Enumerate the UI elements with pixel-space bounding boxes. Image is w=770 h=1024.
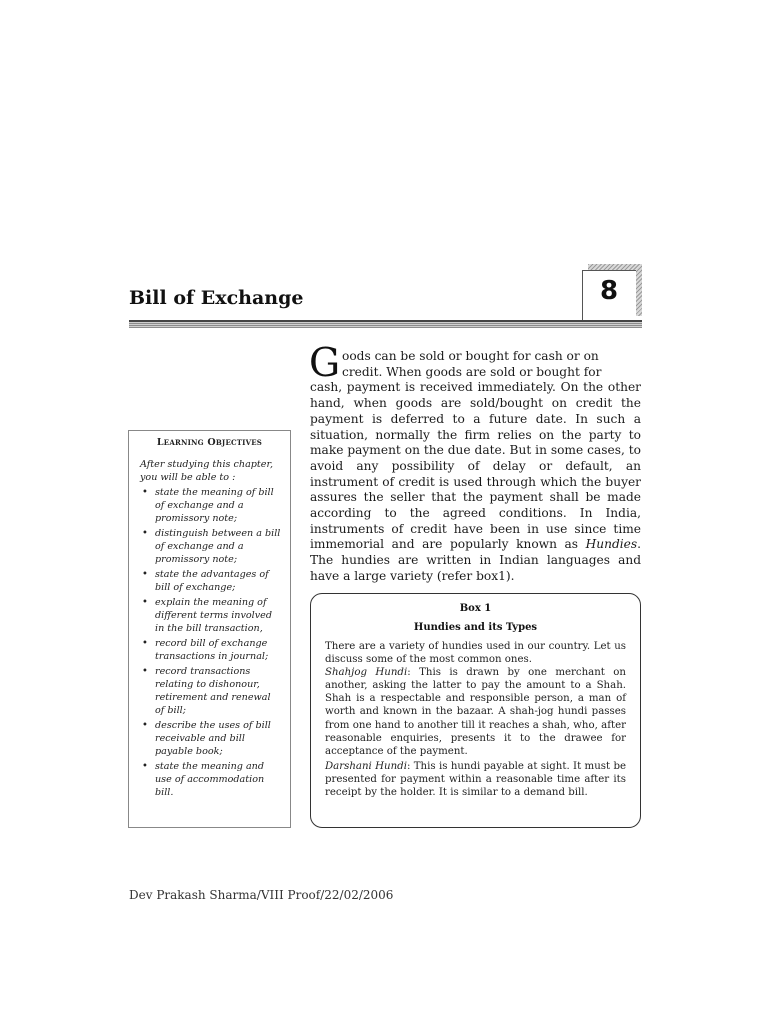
objective-item: • record bill of exchange transactions in journal; (140, 637, 282, 663)
objective-item: • describe the uses of bill receivable and bill payable book; (140, 719, 282, 758)
learning-objectives-heading: Learning Objectives (156, 437, 263, 448)
drop-cap: G (309, 341, 341, 386)
paragraph-line-1: oods can be sold or bought for cash or on (342, 349, 599, 363)
hundies-term: Hundies (585, 537, 638, 552)
chapter-number: 8 (599, 276, 619, 306)
paragraph-text: cash, payment is received immediately. On the other hand, when goods are sold/bought on credit the payment is deferred to a future date. In such a situation, normally the firm relies on the party to make payment on the due date. But in some cases, to avoid any possibility of delay or default, an instrument of credit is used through which the buyer assures the seller that the payment shall be made according to the agreed conditions. In India, instruments of credit have been in use since time immemorial and are popularly known as (310, 380, 641, 552)
intro-paragraph (310, 349, 641, 585)
box-body (325, 640, 626, 801)
darshani-paragraph (325, 760, 626, 799)
box-label: Box 1 (459, 603, 492, 614)
objective-item: • record transactions relating to dishonour, retirement and renewal of bill; (140, 665, 282, 717)
darshani-term: Darshani Hundi (325, 760, 407, 772)
shahjog-term: Shahjog Hundi (325, 667, 408, 679)
darshani-text: : This is hundi payable at sight. It must be presented for payment within a reasonable time after its receipt by the holder. It is similar to a demand bill. (325, 760, 626, 799)
objective-item: • state the meaning and use of accommodation bill. (140, 760, 282, 799)
box-intro-text: There are a variety of hundies used in our country. Let us discuss some of the most common ones. (325, 641, 626, 666)
objective-item: • distinguish between a bill of exchange and a promissory note; (140, 527, 282, 566)
box-intro (325, 640, 626, 758)
objective-item: • state the meaning of bill of exchange and a promissory note; (140, 486, 282, 525)
learning-objectives-list (140, 486, 282, 801)
objective-item: • explain the meaning of different terms involved in the bill transaction, (140, 596, 282, 635)
header-rule-line (129, 320, 642, 322)
chapter-title: Bill of Exchange (129, 287, 304, 309)
objective-item: • state the advantages of bill of exchange; (140, 568, 282, 594)
paragraph-line-2: credit. When goods are sold or bought for (342, 364, 602, 379)
learning-objectives-intro: After studying this chapter, you will be able to : (140, 459, 274, 483)
shahjog-text: : This is drawn by one merchant on another, asking the latter to pay the amount to a Shah. Shah is a respectable and responsible person, a man of worth and known in the bazaar. A shah-jog hundi passes from one hand to another till it reaches a shah, who, after reasonable enquiries, presents it to the drawee for acceptance of the payment. (325, 667, 626, 757)
paragraph-text-end: . The hundies are written in Indian languages and have a large variety (refer box1). (310, 537, 641, 583)
proof-footer: Dev Prakash Sharma/VIII Proof/22/02/2006 (129, 888, 394, 902)
box-title: Hundies and its Types (413, 622, 538, 633)
